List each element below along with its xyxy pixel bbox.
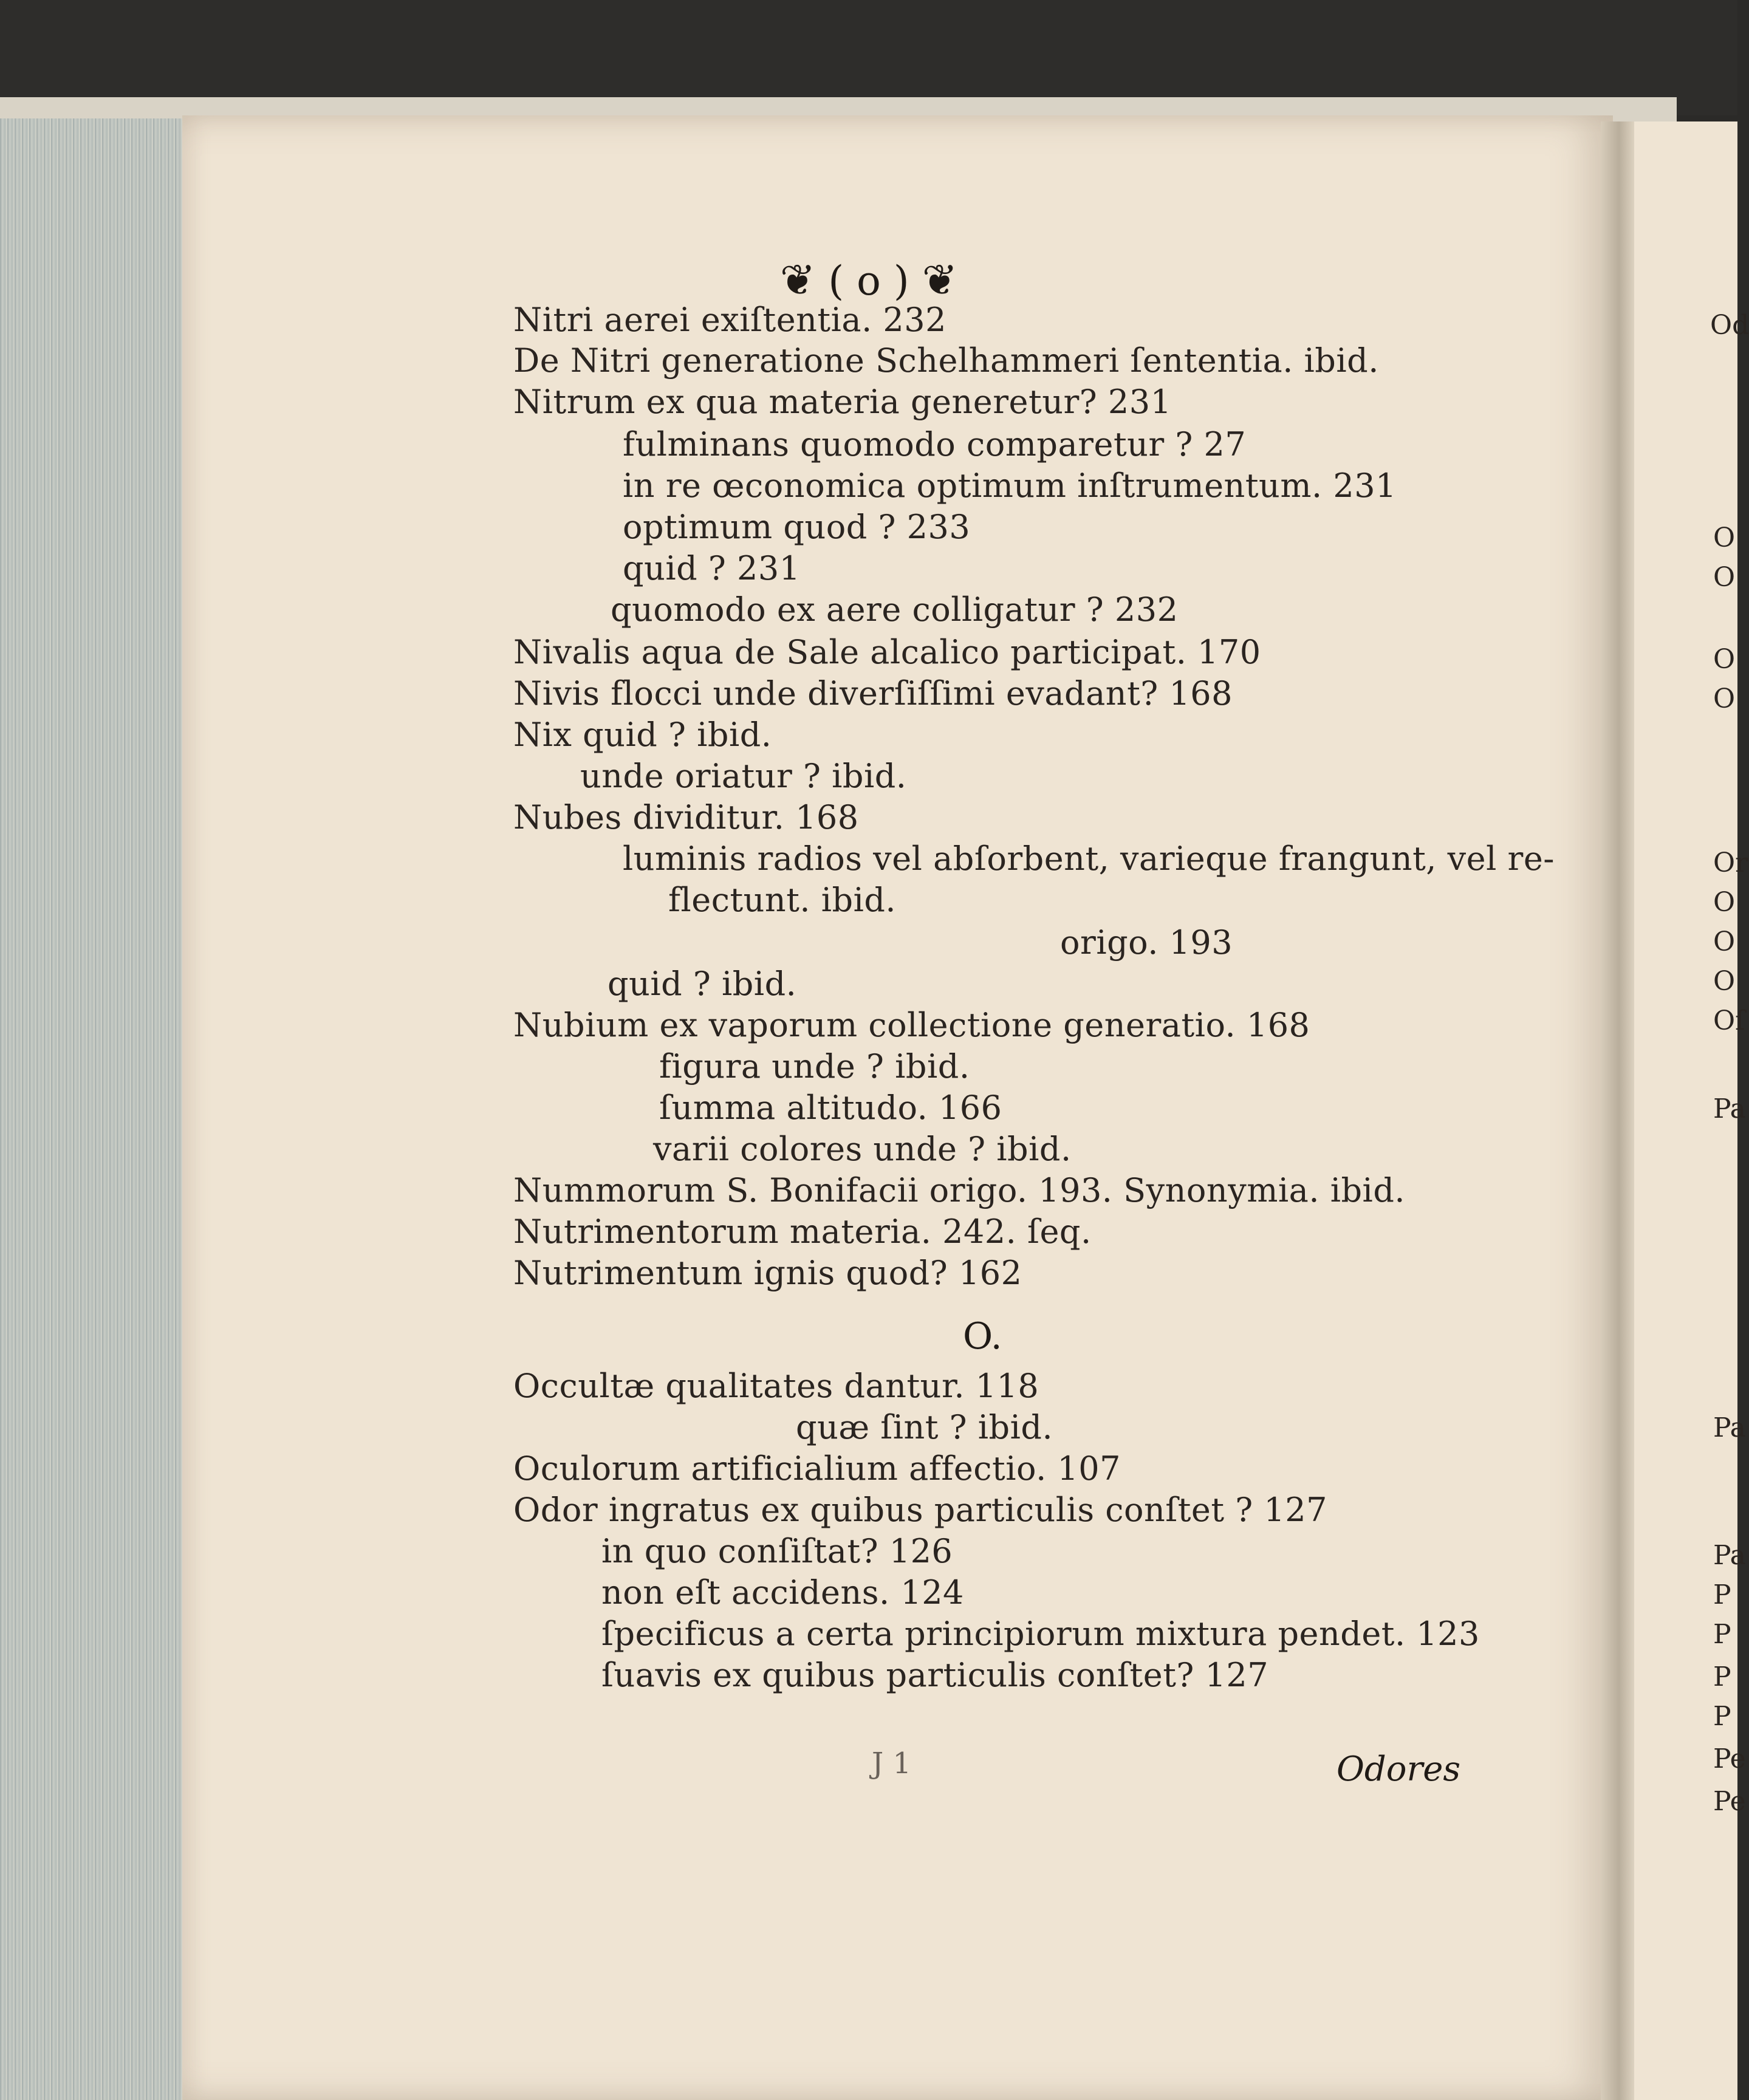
index-subentry: ſumma altitudo. 166 <box>659 1089 1002 1127</box>
next-page-fragment: P <box>1713 1701 1731 1732</box>
next-page-fragment: O <box>1713 926 1736 957</box>
next-page-fragment: O <box>1713 683 1736 714</box>
index-subentry: ſpecificus a certa principiorum mixtura pendet. 123 <box>601 1615 1480 1653</box>
next-page-fragment: O <box>1713 644 1736 675</box>
index-subentry: quid ? 231 <box>623 549 801 587</box>
index-subentry: fulminans quomodo comparetur ? 27 <box>623 425 1247 463</box>
catchword: Odores <box>1337 1749 1461 1789</box>
index-entry: Nitrum ex qua materia generetur? 231 <box>513 383 1172 421</box>
page-header <box>0 255 1737 305</box>
page-number: ( o ) <box>828 258 909 304</box>
index-entry: De Nitri generatione Schelhammeri ſententia. ibid. <box>513 341 1379 380</box>
index-entry: Occultæ qualitates dantur. 118 <box>513 1367 1039 1405</box>
index-subentry: origo. 193 <box>1060 923 1233 962</box>
index-subentry: quomodo ex aere colligatur ? 232 <box>611 590 1179 629</box>
section-letter-heading: O. <box>963 1315 1002 1358</box>
index-entry: Nubes dividitur. 168 <box>513 798 859 836</box>
index-entry: Nubium ex vaporum collectione generatio. 168 <box>513 1006 1310 1044</box>
index-subentry: figura unde ? ibid. <box>659 1047 970 1086</box>
next-page-fragment: Od <box>1710 310 1749 341</box>
index-entry: Oculorum artificialium affectio. 107 <box>513 1449 1121 1488</box>
index-subentry: varii colores unde ? ibid. <box>653 1130 1072 1168</box>
fleuron-icon: ❦ <box>922 255 958 305</box>
book-gutter <box>1601 121 1637 2100</box>
index-entry: Nutrimentum ignis quod? 162 <box>513 1254 1022 1292</box>
index-subentry: quid ? ibid. <box>608 965 797 1003</box>
index-entry: Nutrimentorum materia. 242. ſeq. <box>513 1212 1092 1251</box>
next-page-fragment: Pa <box>1713 1412 1746 1443</box>
index-entry: Nivis flocci unde diverſiſſimi evadant? 168 <box>513 674 1233 713</box>
signature-mark: J 1 <box>872 1746 912 1780</box>
next-page-fragment: Pe <box>1713 1786 1746 1817</box>
index-subentry: in re œconomica optimum inſtrumentum. 231 <box>623 467 1397 505</box>
next-page-fragment: P <box>1713 1579 1731 1610</box>
index-subentry: flectunt. ibid. <box>668 881 897 919</box>
next-page-fragment: Or <box>1713 847 1748 878</box>
index-entry: Odor ingratus ex quibus particulis conſtet ? 127 <box>513 1491 1327 1529</box>
index-subentry: unde oriatur ? ibid. <box>580 757 907 795</box>
index-subentry: luminis radios vel abſorbent, varieque frangunt, vel re- <box>623 840 1555 878</box>
index-entry: Nitri aerei exiſtentia. 232 <box>513 301 946 339</box>
next-page-fragment: P <box>1713 1619 1731 1650</box>
next-page-fragment: Pa <box>1713 1093 1746 1124</box>
next-page-fragment: Pa <box>1713 1540 1746 1571</box>
next-page-fragment: O <box>1713 562 1736 593</box>
index-subentry: optimum quod ? 233 <box>623 508 971 546</box>
index-entry: Nix quid ? ibid. <box>513 716 772 754</box>
next-page-fragment: Oſ <box>1713 1005 1745 1036</box>
page-edges <box>0 118 190 2100</box>
next-page-fragment: O <box>1713 887 1736 918</box>
index-entry: Nummorum S. Bonifacii origo. 193. Synonymia. ibid. <box>513 1171 1406 1209</box>
index-subentry: ſuavis ex quibus particulis conſtet? 127 <box>601 1656 1269 1694</box>
next-page-fragment: Pe <box>1713 1743 1746 1774</box>
index-subentry: non eſt accidens. 124 <box>601 1573 964 1612</box>
fleuron-icon: ❦ <box>779 255 816 305</box>
next-page-fragment: P <box>1713 1661 1731 1692</box>
right-page-edge <box>1634 121 1749 2100</box>
next-page-fragment: O <box>1713 966 1736 997</box>
index-entry: Nivalis aqua de Sale alcalico participat. 170 <box>513 633 1261 671</box>
index-subentry: quæ ſint ? ibid. <box>796 1408 1053 1446</box>
index-subentry: in quo conſiſtat? 126 <box>601 1532 953 1570</box>
next-page-fragment: O <box>1713 522 1736 553</box>
